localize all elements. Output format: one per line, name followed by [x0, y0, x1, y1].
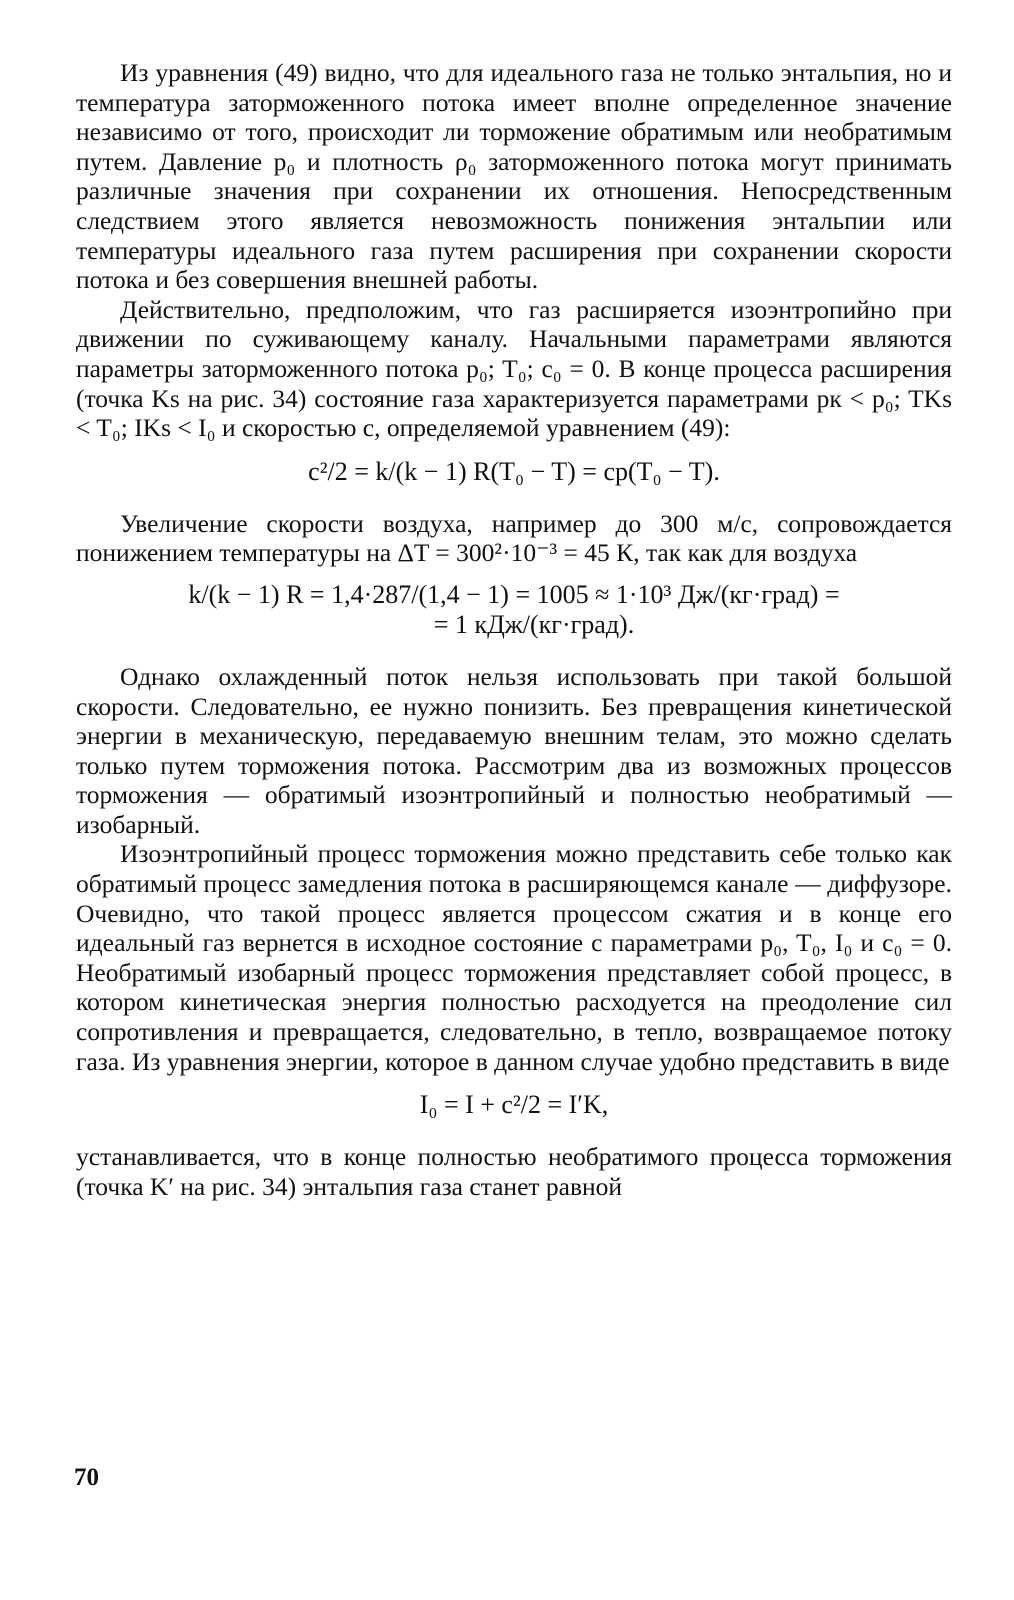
paragraph-1: Из уравнения (49) видно, что для идеального газа не только энтальпия, но и температура заторможенного потока имеет вполне определенное значение независимо от того, происходит ли торможение обратимым или необратимым путем. Давление p₀ и плотность ρ₀ заторможенного потока могут принимать различные значения при сохранении их отношения. Непосредственным следствием этого является невозможность понижения энтальпии или температуры идеального газа путем расширения при сохранении скорости потока и без совершения внешней работы. — [76, 58, 952, 295]
paragraph-5: Изоэнтропийный процесс торможения можно представить себе только как обратимый процесс замедления потока в расширяющемся канале — диффузоре. Очевидно, что такой процесс является процессом сжатия и в конце его идеальный газ вернется в исходное состояние с параметрами p₀, T₀, I₀ и c₀ = 0. Необратимый изобарный процесс торможения представляет собой процесс, в котором кинетическая энергия полностью расходуется на преодоление сил сопротивления и превращается, следовательно, в тепло, возвращаемое потоку газа. Из уравнения энергии, которое в данном случае удобно представить в виде — [76, 839, 952, 1076]
formula-velocity-text: c²/2 = k/(k − 1) R(T₀ − T) = cp(T₀ − T). — [308, 456, 720, 486]
paragraph-3: Увеличение скорости воздуха, например до 300 м/с, сопровождается понижением температуры на ΔT = 300²·10⁻³ = 45 К, так как для воздуха — [76, 508, 952, 568]
paragraph-4: Однако охлажденный поток нельзя использовать при такой большой скорости. Следовательно, ее нужно понизить. Без превращения кинетической энергии в механическую, передаваемую внешним телам, это можно сделать только путем торможения потока. Рассмотрим два из возможных процессов торможения — обратимый изоэнтропийный и полностью необратимый — изобарный. — [76, 661, 952, 839]
paragraph-2: Действительно, предположим, что газ расширяется изоэнтропийно при движении по суживающему каналу. Начальными параметрами являются параметры заторможенного потока p₀; T₀; c₀ = 0. В конце процесса расширения (точка Ks на рис. 34) состояние газа характеризуется параметрами pк < p₀; TKs < T₀; IKs < I₀ и скоростью c, определяемой уравнением (49): — [76, 294, 952, 443]
formula-air-cp-line2 — [76, 610, 952, 640]
page-number: 70 — [74, 1464, 99, 1491]
formula-energy — [76, 1090, 952, 1120]
formula-air-cp-line1-text: k/(k − 1) R = 1,4·287/(1,4 − 1) = 1005 ≈ 1·10³ Дж/(кг·град) = — [188, 579, 840, 609]
formula-air-cp-line1 — [76, 580, 952, 610]
formula-energy-text: I₀ = I + c²/2 = I′K, — [419, 1090, 609, 1120]
formula-velocity — [76, 457, 952, 487]
paragraph-6: устанавливается, что в конце полностью необратимого процесса торможения (точка K′ на рис. 34) энтальпия газа станет равной — [76, 1142, 952, 1201]
body-text — [76, 58, 952, 1201]
formula-air-cp-line2-text: = 1 кДж/(кг·град). — [433, 609, 635, 639]
